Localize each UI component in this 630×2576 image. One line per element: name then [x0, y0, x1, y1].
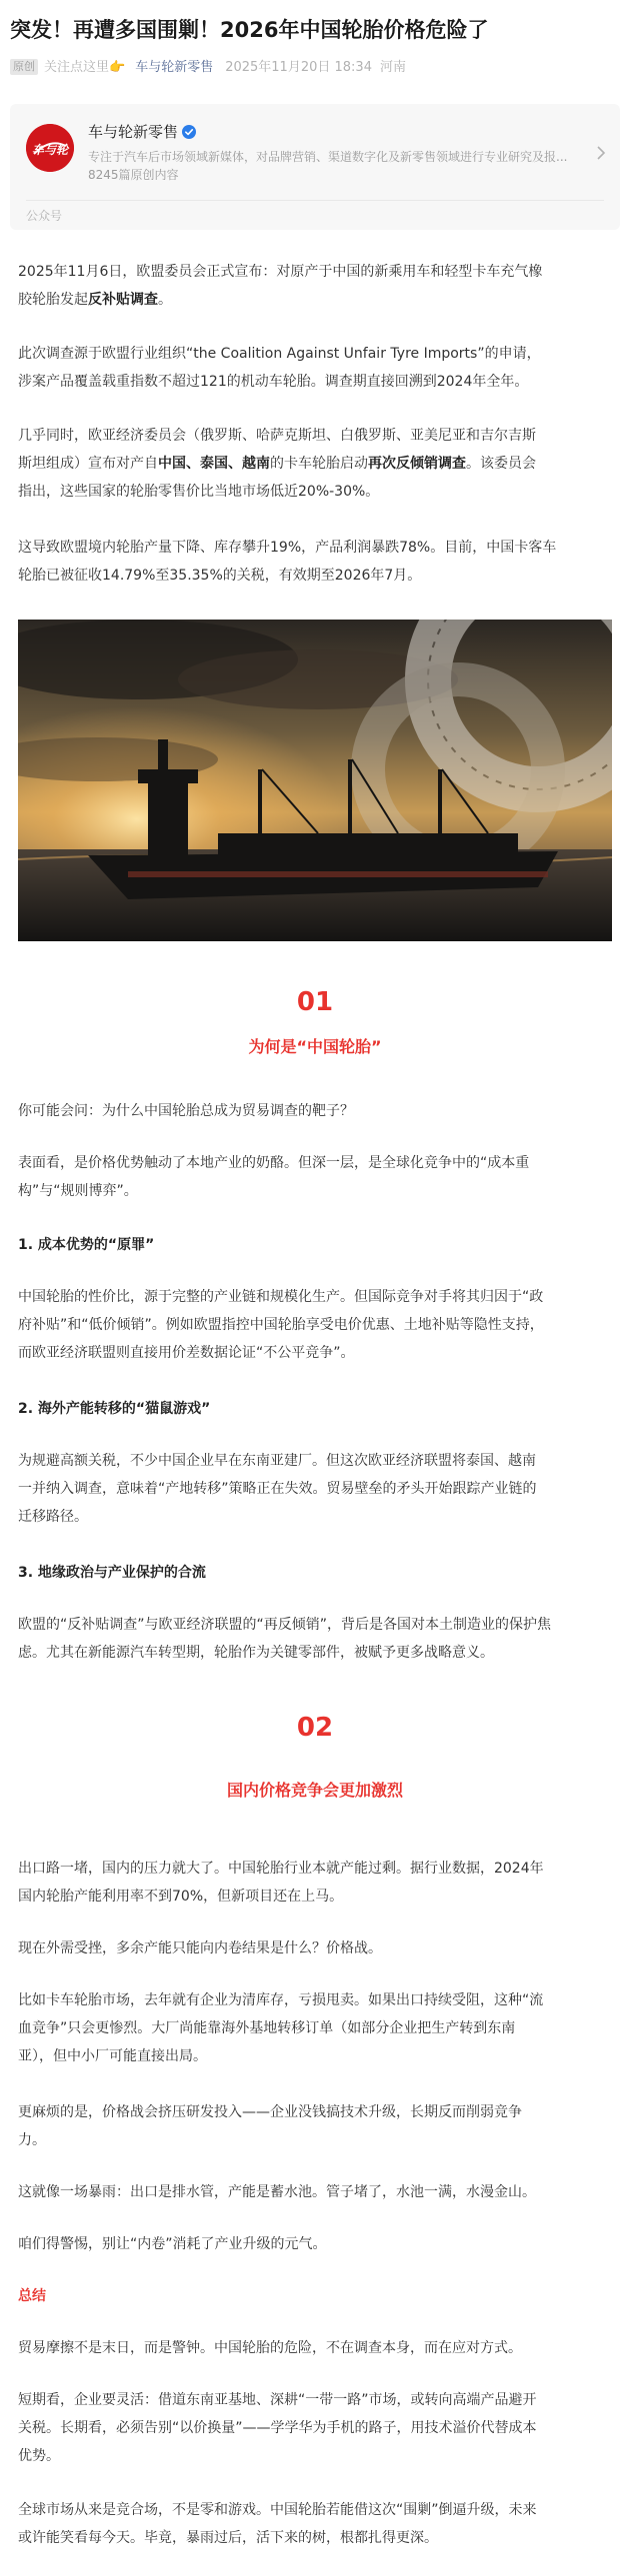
paragraph-14: 这就像一场暴雨：出口是排水管，产能是蓄水池。管子堵了，水池一满，水漫金山。 — [18, 2184, 536, 2200]
original-badge: 原创 — [10, 59, 38, 75]
publish-location: 河南 — [379, 60, 406, 75]
paragraph-17: 短期看，企业要灵活：借道东南亚基地、深耕“一带一路”市场，或转向高端产品避开 关税。长期看，必须告别“以价换量”——学学华为手机的路子，用技术溢价代替成本 优势。 — [18, 2392, 537, 2464]
chevron-right-icon[interactable] — [596, 146, 606, 160]
subheading-2: 2. 海外产能转移的“猫鼠游戏” — [18, 1401, 211, 1417]
paragraph-3: 几乎同时，欧亚经济委员会（俄罗斯、哈萨克斯坦、白俄罗斯、亚美尼亚和吉尔吉斯 斯坦组成）宣布对产自中国、泰国、越南的卡车轮胎启动再次反倾销调查。该委员会 指出，这些国家的轮胎零售价比当地市场低近20%-30%。 — [18, 428, 536, 500]
section-title-2: 国内价格竞争会更加激烈 — [226, 1781, 403, 1800]
summary-label: 总结 — [18, 2288, 46, 2304]
original-count: 8245篇原创内容 — [88, 168, 179, 182]
paragraph-1: 2025年11月6日，欧盟委员会正式宣布：对原产于中国的新乘用车和轻型卡车充气橡 胶轮胎发起反补贴调查。 — [18, 264, 543, 308]
paragraph-2: 此次调查源于欧盟行业组织“the Coalition Against Unfair Tyre Imports”的申请， 涉案产品覆盖载重指数不超过121的机动车轮胎。调查期直接回溯到2024年全年。 — [18, 346, 541, 390]
section-title-1: 为何是“中国轮胎” — [248, 1037, 382, 1056]
paragraph-16: 贸易摩擦不是末日，而是警钟。中国轮胎的危险，不在调查本身，而在应对方式。 — [18, 2340, 522, 2356]
svg-text:车与轮: 车与轮 — [31, 143, 69, 157]
article-title: 突发！再遭多国围剿！2026年中国轮胎价格危险了 — [10, 18, 489, 42]
paragraph-15: 咱们得警惕，别让“内卷”消耗了产业升级的元气。 — [18, 2236, 327, 2252]
account-link[interactable]: 车与轮新零售 — [135, 60, 214, 75]
cargo-ship-image — [18, 620, 612, 941]
profile-name[interactable]: 车与轮新零售 — [88, 123, 179, 141]
article-meta — [10, 58, 620, 78]
paragraph-9: 欧盟的“反补贴调查”与欧亚经济联盟的“再反倾销”，背后是各国对本土制造业的保护焦 虑。尤其在新能源汽车转型期，轮胎作为关键零部件，被赋予更多战略意义。 — [18, 1617, 552, 1661]
subheading-1: 1. 成本优势的“原罪” — [18, 1237, 155, 1253]
paragraph-12: 比如卡车轮胎市场，去年就有企业为清库存，亏损甩卖。如果出口持续受阻，这种“流 血竞争”只会更惨烈。大厂尚能靠海外基地转移订单（如部分企业把生产转到东南 亚），但中小厂可能直接出局。 — [18, 1992, 544, 2064]
paragraph-13: 更麻烦的是，价格战会挤压研发投入——企业没钱搞技术升级，长期反而削弱竞争 力。 — [18, 2104, 522, 2148]
paragraph-6: 表面看，是价格优势触动了本地产业的奶酪。但深一层，是全球化竞争中的“成本重 构”与“规则博弈”。 — [18, 1155, 530, 1199]
paragraph-4: 这导致欧盟境内轮胎产量下降、库存攀升19%，产品利润暴跌78%。目前，中国卡客车 轮胎已被征收14.79%至35.35%的关税，有效期至2026年7月。 — [18, 540, 557, 584]
account-type-label: 公众号 — [26, 209, 63, 223]
paragraph-5: 你可能会问：为什么中国轮胎总成为贸易调查的靶子？ — [18, 1103, 354, 1119]
paragraph-18: 全球市场从来是竞合场，不是零和游戏。中国轮胎若能借这次“围剿”倒逼升级，未来 或许能笑看每今天。毕竟，暴雨过后，活下来的树，根都扎得更深。 — [18, 2502, 537, 2546]
paragraph-7: 中国轮胎的性价比，源于完整的产业链和规模化生产。但国际竞争对手将其归因于“政 府补贴”和“低价倾销”。例如欧盟指控中国轮胎享受电价优惠、土地补贴等隐性支持， 而欧亚经济联盟则直接用价差数据论证“不公平竞争”。 — [18, 1289, 544, 1361]
subheading-3: 3. 地缘政治与产业保护的合流 — [18, 1565, 206, 1581]
paragraph-10: 出口路一堵，国内的压力就大了。中国轮胎行业本就产能过剩。据行业数据，2024年 国内轮胎产能利用率不到70%，但新项目还在上马。 — [18, 1861, 544, 1905]
card-divider — [26, 200, 604, 201]
author-name[interactable]: 关注点这里👉 — [44, 60, 126, 75]
publish-date: 2025年11月20日 18:34 — [225, 60, 372, 75]
section-number-02: 02 — [296, 1713, 334, 1743]
verified-icon — [182, 125, 196, 139]
section-number-01: 01 — [296, 987, 334, 1017]
account-profile-card[interactable] — [10, 104, 620, 230]
paragraph-8: 为规避高额关税，不少中国企业早在东南亚建厂。但这次欧亚经济联盟将泰国、越南 一并纳入调查，意味着“产地转移”策略正在失效。贸易壁垒的矛头开始跟踪产业链的 迁移路径。 — [18, 1453, 537, 1525]
account-logo — [26, 124, 74, 172]
paragraph-11: 现在外需受挫，多余产能只能向内卷结果是什么？价格战。 — [18, 1940, 382, 1956]
logo-graphic — [26, 124, 74, 172]
profile-description: 专注于汽车后市场领域新媒体，对品牌营销、渠道数字化及新零售领域进行专业研究及报... — [88, 150, 568, 164]
